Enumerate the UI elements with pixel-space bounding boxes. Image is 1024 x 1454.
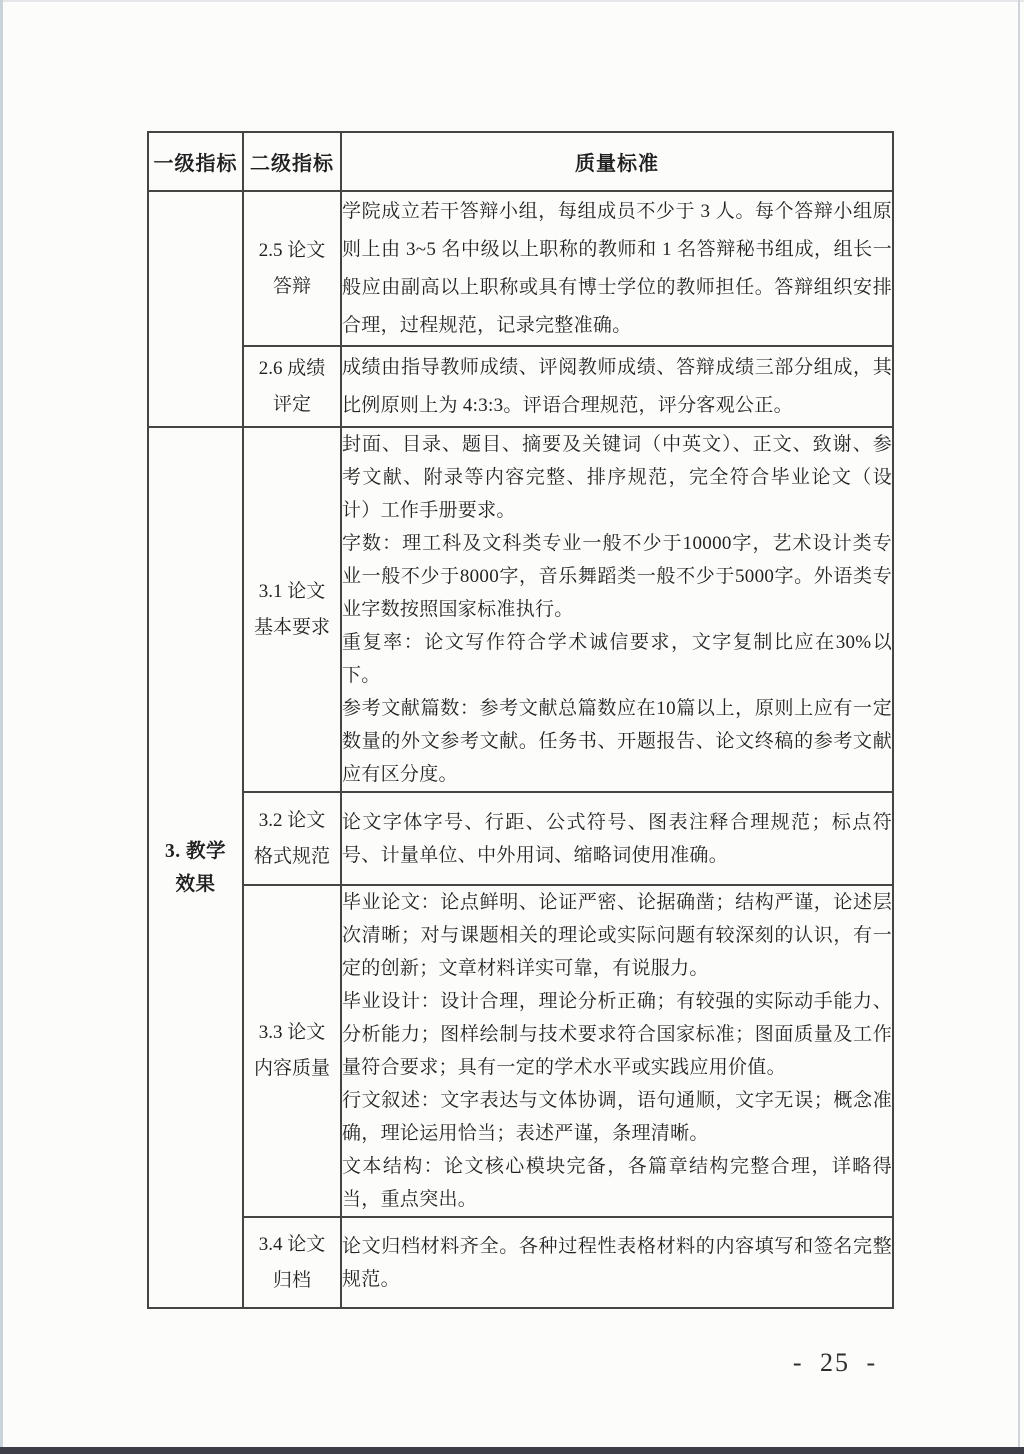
scan-edge-top [0, 0, 1024, 2]
label-cell-3-1 [243, 427, 341, 792]
table-row-3-3 [148, 885, 893, 1217]
table-row-3-1 [148, 427, 893, 792]
standard-paragraph: 字数：理工科及文科类专业一般不少于10000字，艺术设计类专业一般不少于8000字，音乐舞蹈类一般不少于5000字。外语类专业字数按照国家标准执行。 [342, 533, 892, 620]
header-level1-indicator: 一级指标 [148, 132, 243, 191]
standard-paragraph: 重复率：论文写作符合学术诚信要求，文字复制比应在30%以下。 [342, 632, 892, 686]
standard-paragraph: 毕业论文：论点鲜明、论证严密、论据确凿；结构严谨，论述层次清晰；对与课题相关的理论或实际问题有较深刻的认识，有一定的创新；文章材料详实可靠，有说服力。 [342, 892, 892, 979]
label-cell-2-5 [243, 191, 341, 346]
standard-paragraph: 封面、目录、题目、摘要及关键词（中英文）、正文、致谢、参考文献、附录等内容完整、排序规范，完全符合毕业论文（设计）工作手册要求。 [342, 434, 892, 521]
label-line: 2.6 成绩 [258, 357, 326, 379]
content-cell-2-5 [341, 191, 893, 346]
standard-paragraph: 毕业设计：设计合理，理论分析正确；有较强的实际动手能力、分析能力；图样绘制与技术要求符合国家标准；图面质量及工作量符合要求；具有一定的学术水平或实践应用价值。 [342, 991, 892, 1078]
label-cell-3-4 [243, 1217, 341, 1308]
scan-edge-right [1018, 0, 1020, 1454]
standard-paragraph: 行文叙述：文字表达与文体协调，语句通顺，文字无误；概念准确，理论运用恰当；表述严谨，条理清晰。 [342, 1090, 892, 1144]
label-line: 答辩 [272, 275, 311, 297]
scan-edge-left [0, 0, 3, 1454]
table-row-3-2 [148, 792, 893, 885]
quality-standards-table [147, 131, 894, 1309]
label-cell-2-6 [243, 346, 341, 427]
label-line: 内容质量 [253, 1058, 330, 1079]
label-line: 3.2 论文 [258, 809, 326, 831]
standard-paragraph: 论文字体字号、行距、公式符号、图表注释合理规范；标点符号、计量单位、中外用词、缩略词使用准确。 [342, 811, 892, 866]
label-line: 归档 [272, 1269, 311, 1291]
table-row-2-6 [148, 346, 893, 427]
standard-paragraph: 成绩由指导教师成绩、评阅教师成绩、答辩成绩三部分组成，其比例原则上为 4:3:3。评语合理规范，评分客观公正。 [342, 356, 892, 416]
content-cell-3-3 [341, 885, 893, 1217]
group-label-line: 3. 教学 [164, 840, 226, 862]
standard-paragraph: 论文归档材料齐全。各种过程性表格材料的内容填写和签名完整规范。 [342, 1235, 892, 1290]
standard-paragraph: 学院成立若干答辩小组，每组成员不少于 3 人。每个答辩小组原则上由 3~5 名中级以上职称的教师和 1 名答辩秘书组成，组长一般应由副高以上职称或具有博士学位的教师担任。答辩组织安排合理，过程规范，记录完整准确。 [342, 200, 892, 336]
content-cell-3-2 [341, 792, 893, 885]
standard-paragraph: 参考文献篇数：参考文献总篇数应在10篇以上，原则上应有一定数量的外文参考文献。任务书、开题报告、论文终稿的参考文献应有区分度。 [342, 698, 892, 785]
standard-paragraph: 文本结构：论文核心模块完备，各篇章结构完整合理，详略得当，重点突出。 [342, 1156, 892, 1210]
header-quality-standard: 质量标准 [341, 132, 893, 191]
content-cell-3-1 [341, 427, 893, 792]
table-row-2-5 [148, 191, 893, 346]
label-line: 2.5 论文 [258, 239, 326, 261]
label-cell-3-3 [243, 885, 341, 1217]
table-header-row [148, 132, 893, 191]
label-line: 3.1 论文 [258, 580, 326, 602]
label-line: 3.3 论文 [258, 1022, 326, 1043]
group-cell-section2-empty [148, 191, 243, 427]
content-cell-3-4 [341, 1217, 893, 1308]
content-cell-2-6 [341, 346, 893, 427]
header-level2-indicator: 二级指标 [243, 132, 341, 191]
group-cell-section3 [148, 427, 243, 1308]
label-line: 基本要求 [253, 616, 330, 638]
table-row-3-4 [148, 1217, 893, 1308]
page-number: - 25 - [792, 1348, 878, 1377]
label-line: 评定 [272, 393, 311, 415]
label-cell-3-2 [243, 792, 341, 885]
group-label-line: 效果 [175, 873, 216, 895]
label-line: 格式规范 [253, 845, 330, 867]
scan-edge-bottom [0, 1447, 1024, 1454]
label-line: 3.4 论文 [258, 1233, 326, 1255]
